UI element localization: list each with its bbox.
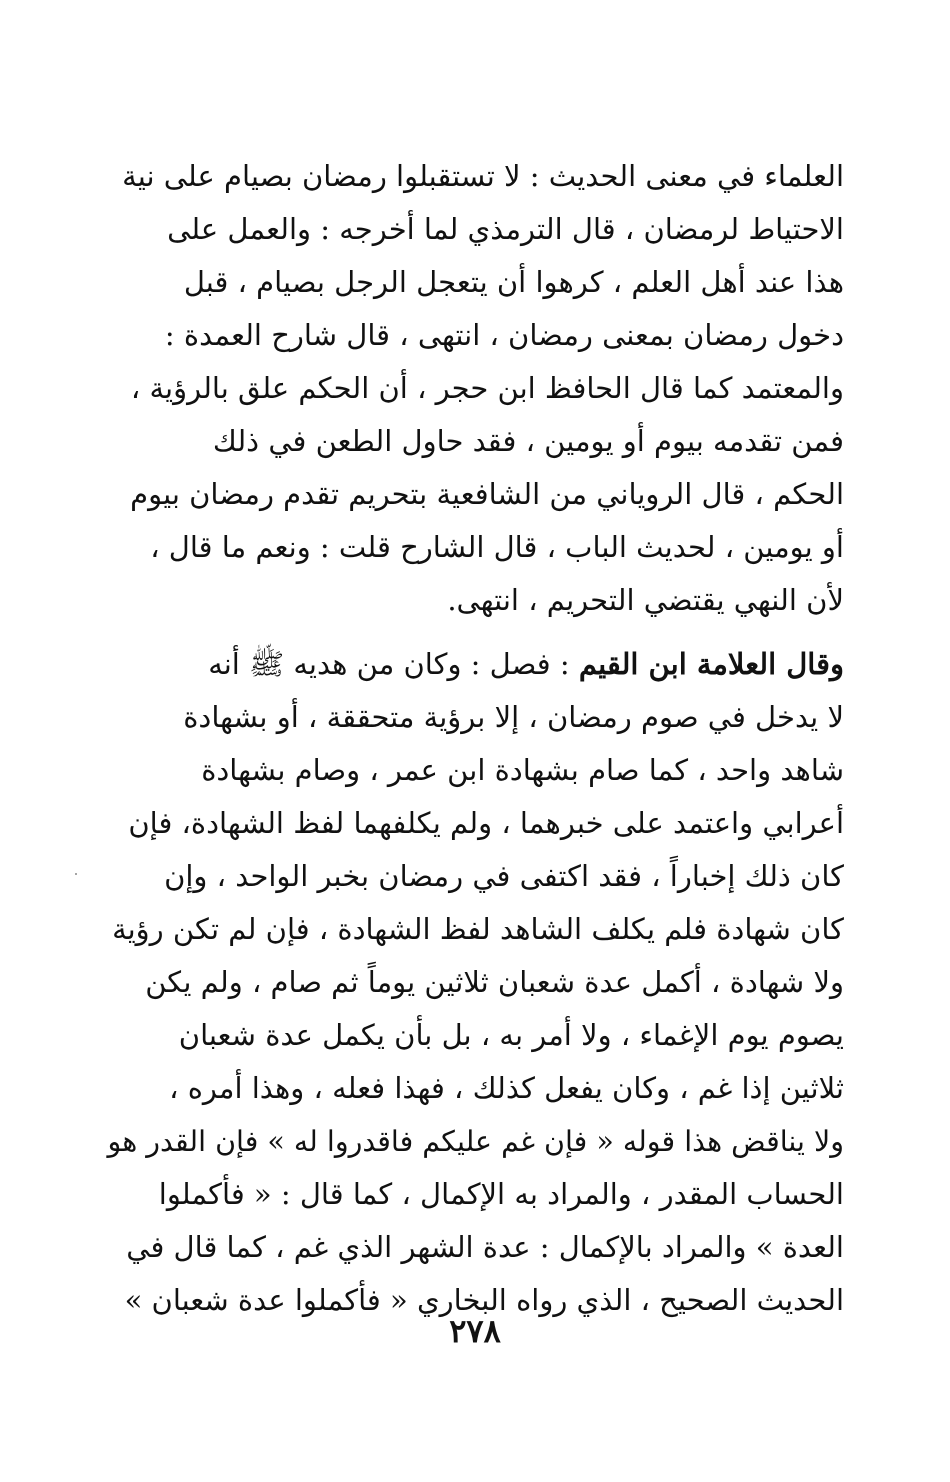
text-line: شاهد واحد ، كما صام بشهادة ابن عمر ، وصام بشهادة (201, 753, 844, 787)
text-line: أو يومين ، لحديث الباب ، قال الشارح قلت : ونعم ما قال ، (150, 530, 844, 564)
paragraph-2-lead: وقال العلامة ابن القيم (578, 647, 844, 681)
text-line: هذا عند أهل العلم ، كرهوا أن يتعجل الرجل بصيام ، قبل (183, 265, 844, 299)
paragraph-2-first-line-rest: : فصل : وكان من هديه ﷺ أنه (208, 647, 579, 681)
text-line: العلماء في معنى الحديث : لا تستقبلوا رمضان بصيام على نية (122, 159, 844, 193)
paragraph-2-first-line (96, 638, 844, 691)
text-line: ثلاثين إذا غم ، وكان يفعل كذلك ، فهذا فعله ، وهذا أمره ، (169, 1071, 844, 1105)
text-line: دخول رمضان بمعنى رمضان ، انتهى ، قال شارح العمدة : (164, 318, 844, 352)
text-line: الحكم ، قال الروياني من الشافعية بتحريم تقدم رمضان بيوم (130, 477, 844, 511)
text-line: الحساب المقدر ، والمراد به الإكمال ، كما قال : « فأكملوا (158, 1177, 844, 1211)
text-line: يصوم يوم الإغماء ، ولا أمر به ، بل بأن يكمل عدة شعبان (178, 1018, 844, 1052)
text-line: فمن تقدمه بيوم أو يومين ، فقد حاول الطعن في ذلك (212, 424, 844, 458)
text-line: أعرابي واعتمد على خبرهما ، ولم يكلفهما لفظ الشهادة، فإن (128, 806, 844, 840)
text-line: العدة » والمراد بالإكمال : عدة الشهر الذي غم ، كما قال في (126, 1230, 844, 1264)
scan-speck (75, 873, 77, 875)
paragraph-1 (96, 150, 844, 627)
text-line: لا يدخل في صوم رمضان ، إلا برؤية متحققة ، أو بشهادة (183, 700, 844, 734)
text-line: لأن النهي يقتضي التحريم ، انتهى. (447, 583, 844, 617)
text-line: كان شهادة فلم يكلف الشاهد لفظ الشهادة ، فإن لم تكن رؤية (112, 912, 844, 946)
text-line: كان ذلك إخباراً ، فقد اكتفى في رمضان بخبر الواحد ، وإن (164, 859, 844, 893)
text-line: الحديث الصحيح ، الذي رواه البخاري « فأكملوا عدة شعبان » (124, 1283, 844, 1317)
text-line: الاحتياط لرمضان ، قال الترمذي لما أخرجه : والعمل على (167, 212, 844, 246)
text-line: ولا يناقض هذا قوله « فإن غم عليكم فاقدروا له » فإن القدر هو (107, 1125, 844, 1158)
paragraph-2 (96, 638, 844, 1327)
text-line: والمعتمد كما قال الحافظ ابن حجر ، أن الحكم علق بالرؤية ، (130, 371, 844, 405)
page-number: ٢٧٨ (449, 1312, 501, 1350)
text-line: ولا شهادة ، أكمل عدة شعبان ثلاثين يوماً ثم صام ، ولم يكن (145, 965, 844, 999)
